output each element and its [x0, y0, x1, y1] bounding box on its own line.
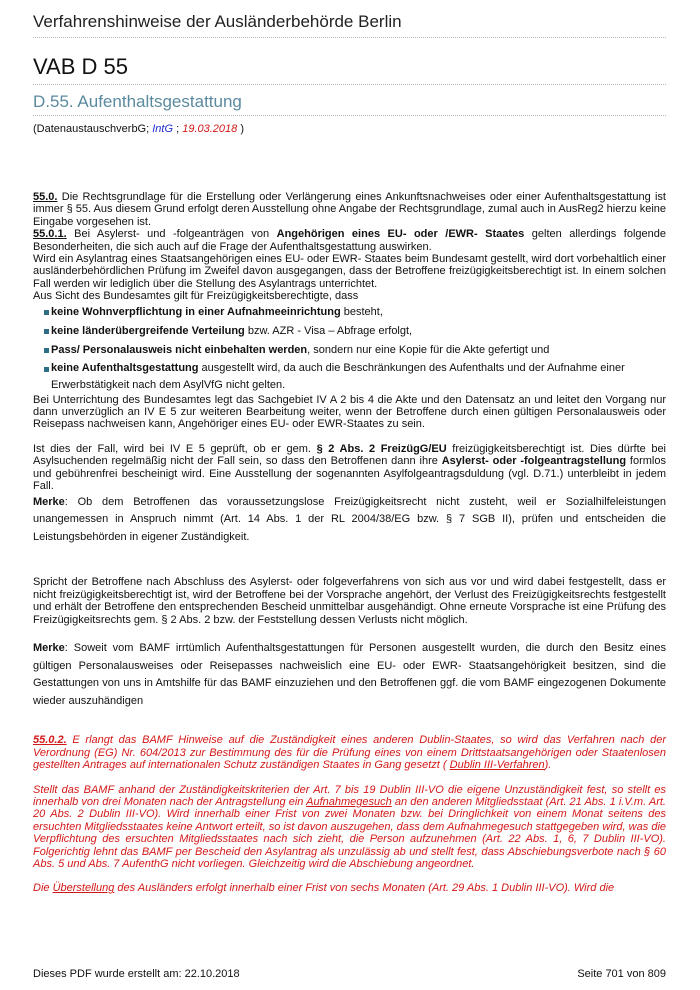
bullet-item: keine Wohnverpflichtung in einer Aufnahmeeinrichtung besteht, [33, 303, 666, 322]
bullet-item: keine länderübergreifende Verteilung bzw. AZR - Visa – Abfrage erfolgt, [33, 322, 666, 341]
header-title: Verfahrenshinweise der Ausländerbehörde Berlin [33, 12, 402, 31]
title-divider [33, 84, 666, 85]
paragraph-aus-sicht: Aus Sicht des Bundesamtes gilt für Freizügigkeitsberechtigte, dass [33, 290, 359, 303]
freedom-bullet-list [33, 303, 666, 394]
spacer [33, 626, 666, 640]
paragraph-55-0-2: 55.0.2. E rlangt das BAMF Hinweise auf die Zuständigkeit eines anderen Dublin-Staates, so wird das Verfahren nach der Verordnung (EG) Nr. 604/2013 zur Bestimmung des für die Prüfung eines von einem Drittstaatsangehörigen oder Staatenlosen gestellten Antrages auf internationalen Schutz zuständigen Staates in Gang gesetzt ( Dublin III-Verfahren). [33, 734, 666, 772]
aufnahmegesuch-link[interactable]: Aufnahmegesuch [306, 795, 392, 808]
paragraph-stellt: Stellt das BAMF anhand der Zuständigkeitskriterien der Art. 7 bis 19 Dublin III-VO die eigene Unzuständigkeit fest, so stellt es innerhalb von drei Monaten nach der Antragstellung ein Aufnahmegesuch an den anderen Mitgliedsstaat (Art. 21 Abs. 1 i.V.m. Art. 20 Abs. 2 Dublin III-VO). Wird innerhalb einer Frist von zwei Monaten bzw. bei Dringlichkeit von einem Monat seitens des ersuchten Mitgliedsstaates keine Antwort erteilt, so ist davon auszugehen, dass dem Aufnahmegesuch stattgegeben wird, was die Verpflichtung des ersuchten Mitgliedsstaates nach sich zieht, die Person aufzunehmen (Art. 22 Abs. 1, 6, 7 Dublin III-VO). Folgerichtig lehnt das BAMF per Bescheid den Asylantrag als unzulässig ab und stellt fest, dass Abschiebungsverbote nach § 60 Abs. 5 und Abs. 7 AufenthG nicht vorliegen. Gleichzeitig wird die Abschiebung angeordnet. [33, 783, 666, 870]
bullet-item: Pass/ Personalausweis nicht einbehalten werden, sondern nur eine Kopie für die Akte gefertigt und [33, 341, 666, 360]
bullet-square-icon [44, 348, 49, 353]
document-body [33, 191, 666, 895]
paragraph-55-0-1: 55.0.1. Bei Asylerst- und -folgeanträgen von Angehörigen eines EU- oder /EWR- Staates gelten allerdings folgende Besonderheiten, die sich auch auf die Frage der Aufenthaltsgestattung auswirken. [33, 228, 666, 253]
footer-created-date: Dieses PDF wurde erstellt am: 22.10.2018 [33, 968, 240, 980]
intg-link[interactable]: IntG [152, 123, 174, 135]
bullet-item: keine Aufenthaltsgestattung ausgestellt wird, da auch die Beschränkungen des Aufenthalts und der Aufnahme einer Erwerbstätigkeit nach dem AsylVfG nicht gelten. [33, 360, 666, 394]
footer-page-number: Seite 701 von 809 [577, 968, 666, 980]
spacer [33, 546, 666, 576]
dublin-iii-link[interactable]: Dublin III-Verfahren [449, 759, 545, 772]
paragraph-spricht: Spricht der Betroffene nach Abschluss des Asylerst- oder folgeverfahrens von sich aus vor und wird dabei festgestellt, dass er nicht freizügigkeitsberechtigt ist, wird der Betroffene bei der Vorsprache angehört, der Verlust des Freizügigkeitsrechts festgestellt und erhält der Betroffene den entsprechenden Bescheid unmittelbar ausgehändigt. Ohne erneute Vorsprache ist eine Prüfung des Freizügigkeitsrechts gem. § 2 Abs. 2 bzw. der Feststellung dessen Verlusts nicht möglich. [33, 576, 666, 626]
paragraph-wird: Wird ein Asylantrag eines Staatsangehörigen eines EU- oder EWR- Staates beim Bundesamt gestellt, wird dort vorbehaltlich einer ausländerbehördlichen Prüfung im Zweifel davon ausgegangen, dass der Betroffene freizügigkeitsberechtigt ist. In einem solchen Fall werden wir lediglich über die Stellung des Asylantrags unterrichtet. [33, 253, 666, 290]
amendment-meta: (DatenaustauschverbG; IntG ; 19.03.2018 ) [33, 123, 244, 135]
bullet-square-icon [44, 329, 49, 334]
spacer [33, 431, 666, 443]
spacer [33, 870, 666, 882]
spacer [33, 710, 666, 734]
document-id: VAB D 55 [33, 54, 128, 79]
merke-note-1: Merke: Ob dem Betroffenen das voraussetzungslose Freizügigkeitsrecht nicht zusteht, weil er Sozialhilfeleistungen unangemessen in Anspruch nimmt (Art. 14 Abs. 1 der RL 2004/38/EG bzw. § 7 SGB II), prüfen und entscheiden die Leistungsbehörden in eigener Zuständigkeit. [33, 495, 666, 543]
amendment-date: 19.03.2018 [182, 123, 238, 135]
bullet-square-icon [44, 367, 49, 372]
merke-note-2: Merke: Soweit vom BAMF irrtümlich Aufenthaltsgestattungen für Personen ausgestellt wurden, die durch den Besitz eines gültigen Personalausweises oder Reisepasses nachweislich eine EU- oder EWR- Staatsangehörigkeit besitzen, sind die Gestattungen von uns in Amtshilfe für das BAMF einzuziehen und den Betroffenen ggf. die vom BAMF eingezogenen Dokumente wieder auszuhändigen [33, 641, 666, 707]
paragraph-55-0: 55.0. Die Rechtsgrundlage für die Erstellung oder Verlängerung eines Ankunftsnachweises oder einer Aufenthaltsgestattung ist immer § 55. Aus diesem Grund erfolgt deren Ausstellung ohne Angabe der Rechtsgrundlage, zumal auch in AusReg2 hierzu keine Eingabe vorgesehen ist. [33, 191, 666, 228]
ueberstellung-link[interactable]: Überstellung [52, 882, 115, 895]
section-title: D.55. Aufenthaltsgestattung [33, 92, 242, 111]
bullet-square-icon [44, 310, 49, 315]
paragraph-ueberstellung: Die Überstellung des Ausländers erfolgt innerhalb einer Frist von sechs Monaten (Art. 29 Abs. 1 Dublin III-VO). Wird die [33, 882, 615, 895]
paragraph-bei-unterrichtung: Bei Unterrichtung des Bundesamtes legt das Sachgebiet IV A 2 bis 4 die Akte und den Datensatz an und leitet den Vorgang nur dann unverzüglich an IV E 5 zur weiteren Bearbeitung weiter, wenn der Betroffene durch einen gültigen Personalausweis oder Reisepass nachweisen kann, Angehöriger eines EU- oder EWR-Staates zu sein. [33, 393, 666, 431]
page-footer [33, 968, 666, 980]
spacer [33, 772, 666, 784]
paragraph-ist-dies: Ist dies der Fall, wird bei IV E 5 geprüft, ob er gem. § 2 Abs. 2 FreizügG/EU freizügigkeitsberechtigt ist. Dies dürfte bei Asylsuchenden regelmäßig nicht der Fall sein, so dass den Betroffenen dann ihre Asylerst- oder -folgeantragstellung formlos und gebührenfrei bescheinigt wird. Eine Ausstellung der sogenannten Asylfolgeantragsduldung (vgl. D.71.) unterbleibt in jedem Fall. [33, 442, 667, 493]
header-divider [33, 37, 666, 38]
section-divider [33, 115, 666, 116]
